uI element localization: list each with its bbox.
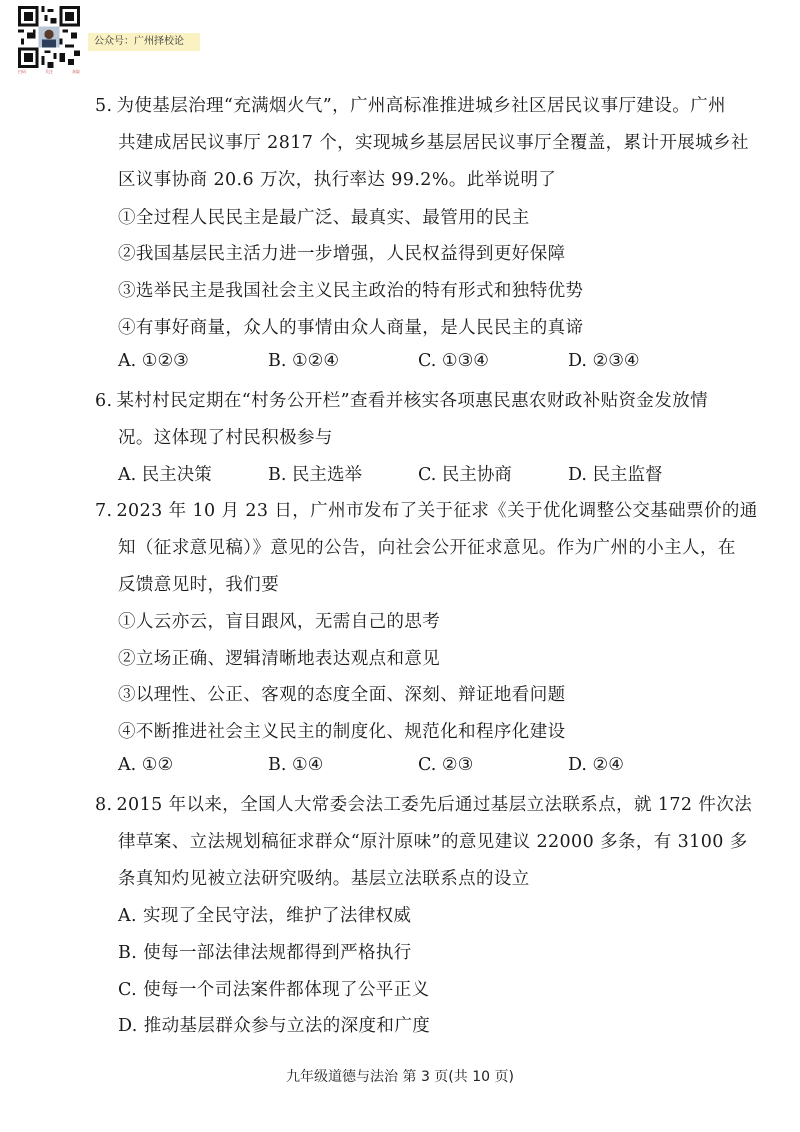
qr-caption (18, 69, 80, 75)
q7-stem-line-2: 知（征求意见稿）》意见的公告，向社会公开征求意见。作为广州的小主人，在 (118, 538, 736, 558)
q7-item-3: ③以理性、公正、客观的态度全面、深刻、辩证地看问题 (118, 685, 566, 705)
q7-option-b: B. ①④ (268, 755, 324, 775)
q7-number: 7. (95, 501, 113, 521)
q5-item-3: ③选举民主是我国社会主义民主政治的特有形式和独特优势 (118, 281, 584, 301)
q7-stem-line-1 (95, 497, 758, 522)
q5-options (118, 351, 718, 371)
q5-stem-line-1 (95, 92, 726, 117)
q6-option-b: B. 民主选举 (268, 465, 362, 485)
q5-option-a: A. ①②③ (118, 351, 189, 371)
q7-option-c: C. ②③ (418, 755, 474, 775)
q8-stem-line-2: 律草案、立法规划稿征求群众“原汁原味”的意见建议 22000 多条，有 3100 多 (118, 832, 748, 852)
q5-item-1: ①全过程人民民主是最广泛、最真实、最管用的民主 (118, 208, 530, 228)
q5-item-2: ②我国基层民主活力进一步增强，人民权益得到更好保障 (118, 244, 566, 264)
q5-stem-text-1: 为使基层治理“充满烟火气”，广州高标准推进城乡社区居民议事厅建设。广州 (116, 96, 726, 116)
q7-options (118, 755, 718, 775)
q8-stem-line-3: 条真知灼见被立法研究吸纳。基层立法联系点的设立 (118, 869, 530, 889)
q7-stem-text-1: 2023 年 10 月 23 日，广州市发布了关于征求《关于优化调整公交基础票价的通 (116, 501, 758, 521)
q6-option-d: D. 民主监督 (568, 465, 663, 485)
q8-option-a: A. 实现了全民守法，维护了法律权威 (118, 906, 412, 926)
q6-number: 6. (95, 391, 113, 411)
q6-option-c: C. 民主协商 (418, 465, 512, 485)
qr-caption-3: 获取 (72, 69, 80, 74)
qr-caption-2: 关注 (45, 69, 53, 74)
q5-number: 5. (95, 96, 113, 116)
q8-number: 8. (95, 795, 113, 815)
q8-option-b: B. 使每一部法律法规都得到严格执行 (118, 943, 412, 963)
q5-stem-line-2: 共建成居民议事厅 2817 个，实现城乡基层居民议事厅全覆盖，累计开展城乡社 (118, 133, 749, 153)
q8-option-c: C. 使每一个司法案件都体现了公平正义 (118, 980, 430, 1000)
q5-option-b: B. ①②④ (268, 351, 340, 371)
q6-options (118, 461, 718, 486)
q8-option-d: D. 推动基层群众参与立法的深度和广度 (118, 1016, 431, 1036)
q7-option-a: A. ①② (118, 755, 174, 775)
q5-stem-line-3: 区议事协商 20.6 万次，执行率达 99.2%。此举说明了 (118, 170, 557, 190)
q7-stem-line-3: 反馈意见时，我们要 (118, 575, 280, 595)
page-footer: 九年级道德与法治 第 3 页(共 10 页) (286, 1069, 514, 1085)
q7-item-4: ④不断推进社会主义民主的制度化、规范化和程序化建设 (118, 722, 566, 742)
wechat-banner: 公众号：广州择校论 (88, 33, 200, 51)
q6-option-a: A. 民主决策 (118, 465, 212, 485)
q5-item-4: ④有事好商量，众人的事情由众人商量，是人民民主的真谛 (118, 318, 584, 338)
q8-stem-line-1 (95, 791, 752, 816)
qr-code-icon (18, 6, 80, 68)
q5-option-d: D. ②③④ (568, 351, 640, 371)
q8-stem-text-1: 2015 年以来，全国人大常委会法工委先后通过基层立法联系点，就 172 件次法 (116, 795, 753, 815)
q7-item-2: ②立场正确、逻辑清晰地表达观点和意见 (118, 649, 441, 669)
q6-stem-text-1: 某村村民定期在“村务公开栏”查看并核实各项惠民惠农财政补贴资金发放情 (116, 391, 708, 411)
q6-stem-line-1 (95, 387, 708, 412)
q5-option-c: C. ①③④ (418, 351, 489, 371)
q7-option-d: D. ②④ (568, 755, 624, 775)
q6-stem-line-2: 况。这体现了村民积极参与 (118, 428, 333, 448)
qr-caption-1: 扫码 (18, 69, 26, 74)
q7-item-1: ①人云亦云，盲目跟风，无需自己的思考 (118, 612, 441, 632)
